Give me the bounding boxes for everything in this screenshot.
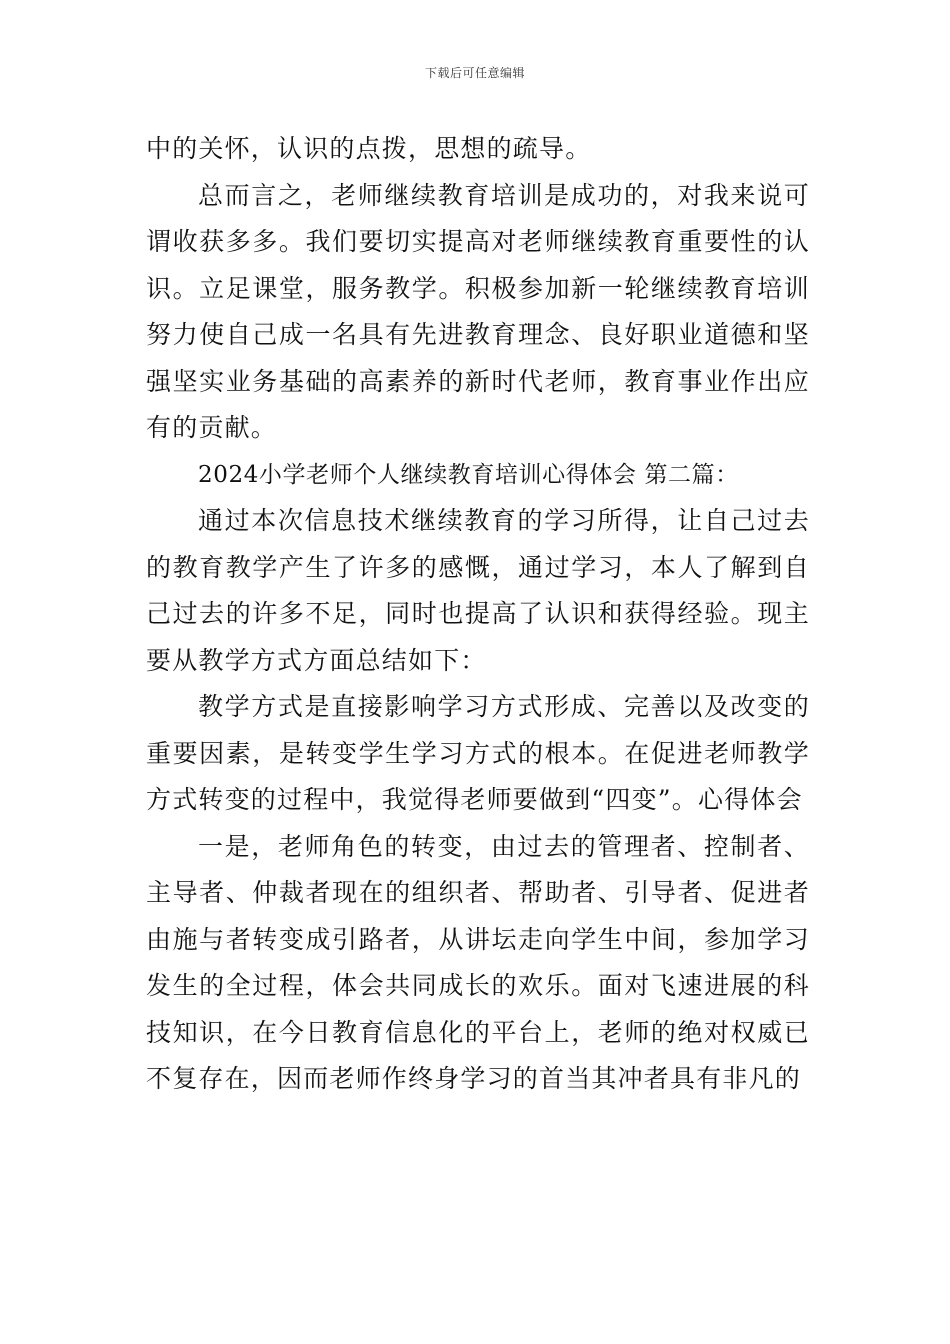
paragraph-teaching-method: 教学方式是直接影响学习方式形成、完善以及改变的重要因素，是转变学生学习方式的根本。在促进老师教学方式转变的过程中，我觉得老师要做到“四变”。心得体会 — [146, 692, 810, 814]
document-body — [146, 126, 810, 1103]
paragraph-summary: 总而言之，老师继续教育培训是成功的，对我来说可谓收获多多。我们要切实提高对老师继续教育重要性的认识。立足课堂，服务教学。积极参加新一轮继续教育培训努力使自己成一名具有先进教育理念、良好职业道德和坚强坚实业务基础的高素养的新时代老师，教育事业作出应有的贡献。 — [146, 180, 810, 442]
paragraph-role-change: 一是，老师角色的转变，由过去的管理者、控制者、主导者、仲裁者现在的组织者、帮助者、引导者、促进者由施与者转变成引路者，从讲坛走向学生中间，参加学习发生的全过程，体会共同成长的欢乐。面对飞速进展的科技知识，在今日教育信息化的平台上，老师的绝对权威已不复存在，因而老师作终身学习的首当其冲者具有非凡的 — [146, 831, 810, 1093]
paragraph-continuation: 中的关怀，认识的点拨，思想的疏导。 — [146, 134, 592, 163]
page-header: 下载后可任意编辑 — [424, 66, 525, 80]
section-heading: 2024小学老师个人继续教育培训心得体会 第二篇： — [198, 461, 739, 488]
paragraph-intro: 通过本次信息技术继续教育的学习所得，让自己过去的教育教学产生了许多的感慨，通过学习，本人了解到自己过去的许多不足，同时也提高了认识和获得经验。现主要从教学方式方面总结如下： — [146, 506, 810, 675]
